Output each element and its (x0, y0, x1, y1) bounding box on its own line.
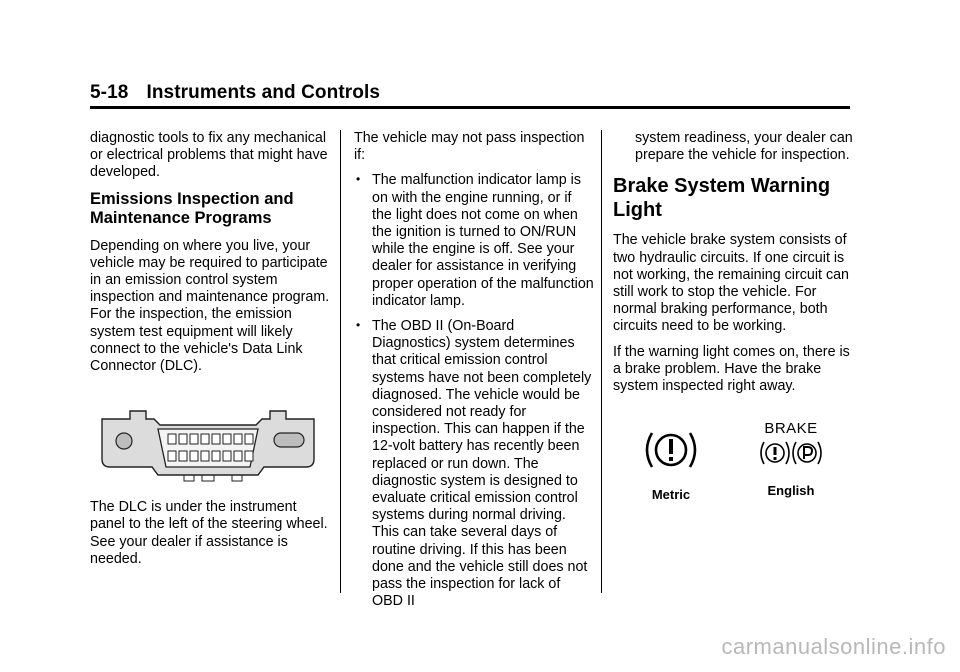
column-divider-2 (601, 130, 602, 593)
column-1 (90, 130, 330, 576)
section-title: Instruments and Controls (146, 82, 381, 103)
brake-word: BRAKE (764, 420, 818, 438)
dlc-location-para: The DLC is under the instrument panel to the left of the steering wheel. See your dealer if assistance is needed. (90, 499, 328, 567)
brake-warning-english-icon (758, 437, 824, 469)
inspection-failure-list (354, 172, 594, 610)
col2-intro: The vehicle may not pass inspection if: (354, 130, 585, 164)
english-brake-icon-group (751, 421, 831, 499)
emissions-para: Depending on where you live, your vehicle may be required to participate in an emission control system inspection and maintenance program. For the inspection, the emission system test equipment will likely connect to the vehicle's Data Link Connector (DLC). (90, 237, 330, 375)
list-item-text: The malfunction indicator lamp is on with the engine running, or if the light does not come on when the ignition is turned to ON/RUN while the engine is off. See your dealer for assistance in verifying proper operation of the malfunction indicator lamp. (372, 172, 594, 309)
page-number: 5-18 (90, 82, 129, 103)
english-label: English (767, 483, 815, 499)
col1-intro: diagnostic tools to fix any mechanical or electrical problems that might have developed. (90, 130, 328, 181)
header-text (90, 82, 380, 103)
brake-para-1: The vehicle brake system consists of two hydraulic circuits. If one circuit is not working, the remaining circuit can still work to stop the vehicle. For normal braking performance, both circuits need to be working. (613, 232, 850, 335)
col3-continuation: system readiness, your dealer can prepare the vehicle for inspection. (635, 130, 853, 164)
emissions-heading: Emissions Inspection and Maintenance Programs (90, 189, 294, 227)
column-divider-1 (340, 130, 341, 593)
list-item (354, 318, 594, 610)
bullet-icon: • (356, 172, 361, 187)
brake-warning-heading: Brake System Warning Light (613, 175, 831, 222)
brake-warning-metric-icon (641, 427, 701, 473)
list-item (354, 172, 594, 310)
bullet-icon: • (356, 318, 361, 333)
metric-label: Metric (651, 487, 691, 503)
brake-para-2: If the warning light comes on, there is a brake problem. Have the brake system inspected right away. (613, 343, 850, 395)
metric-brake-icon-group (631, 421, 711, 503)
column-2 (354, 130, 594, 618)
page-header (90, 82, 850, 109)
watermark: carmanualsonline.info (721, 634, 946, 659)
dlc-connector-illustration (98, 401, 318, 487)
list-item-text: The OBD II (On-Board Diagnostics) system determines that critical emission control systems have not been completely diagnosed. The vehicle would be considered not ready for inspection. This can happen if the 12-volt battery has recently been replaced or run down. The diagnostic system is designed to evaluate critical emission control systems during normal driving. This can take several days of routine driving. If this has been done and the vehicle still does not pass the inspection for lack of OBD II (372, 318, 592, 610)
column-3 (613, 130, 853, 541)
brake-icons (613, 421, 853, 541)
